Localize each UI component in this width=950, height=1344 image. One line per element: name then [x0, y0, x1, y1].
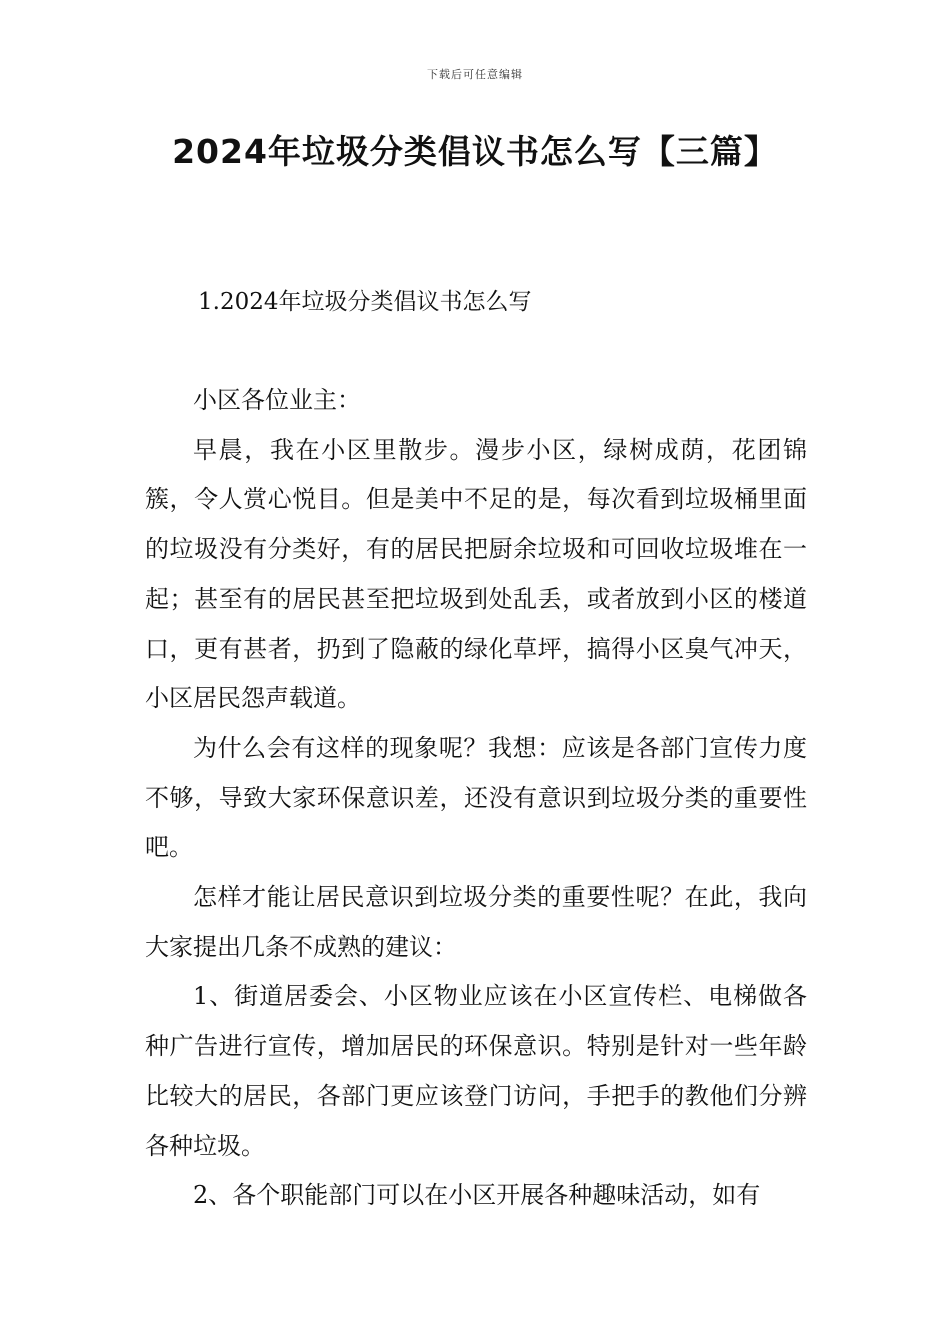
header-note: 下载后可任意编辑: [427, 68, 523, 81]
paragraph: 2、各个职能部门可以在小区开展各种趣味活动，如有: [193, 1181, 761, 1210]
paragraph: 早晨，我在小区里散步。漫步小区，绿树成荫，花团锦簇，令人赏心悦目。但是美中不足的是，每次看到垃圾桶里面的垃圾没有分类好，有的居民把厨余垃圾和可回收垃圾堆在一起；甚至有的居民甚至把垃圾到处乱丢，或者放到小区的楼道口，更有甚者，扔到了隐蔽的绿化草坪，搞得小区臭气冲天，小区居民怨声载道。: [145, 435, 807, 713]
paragraph: 怎样才能让居民意识到垃圾分类的重要性呢？在此，我向大家提出几条不成熟的建议：: [145, 883, 807, 961]
document-title: 2024年垃圾分类倡议书怎么写【三篇】: [172, 132, 778, 171]
section-heading: 1.2024年垃圾分类倡议书怎么写: [198, 289, 532, 315]
paragraph: 为什么会有这样的现象呢？我想：应该是各部门宣传力度不够，导致大家环保意识差，还没有意识到垃圾分类的重要性吧。: [145, 733, 807, 862]
salutation: 小区各位业主：: [193, 386, 361, 414]
paragraph: 1、街道居委会、小区物业应该在小区宣传栏、电梯做各种广告进行宣传，增加居民的环保意识。特别是针对一些年龄比较大的居民，各部门更应该登门访问，手把手的教他们分辨各种垃圾。: [145, 982, 807, 1160]
body-text: [145, 376, 807, 1221]
